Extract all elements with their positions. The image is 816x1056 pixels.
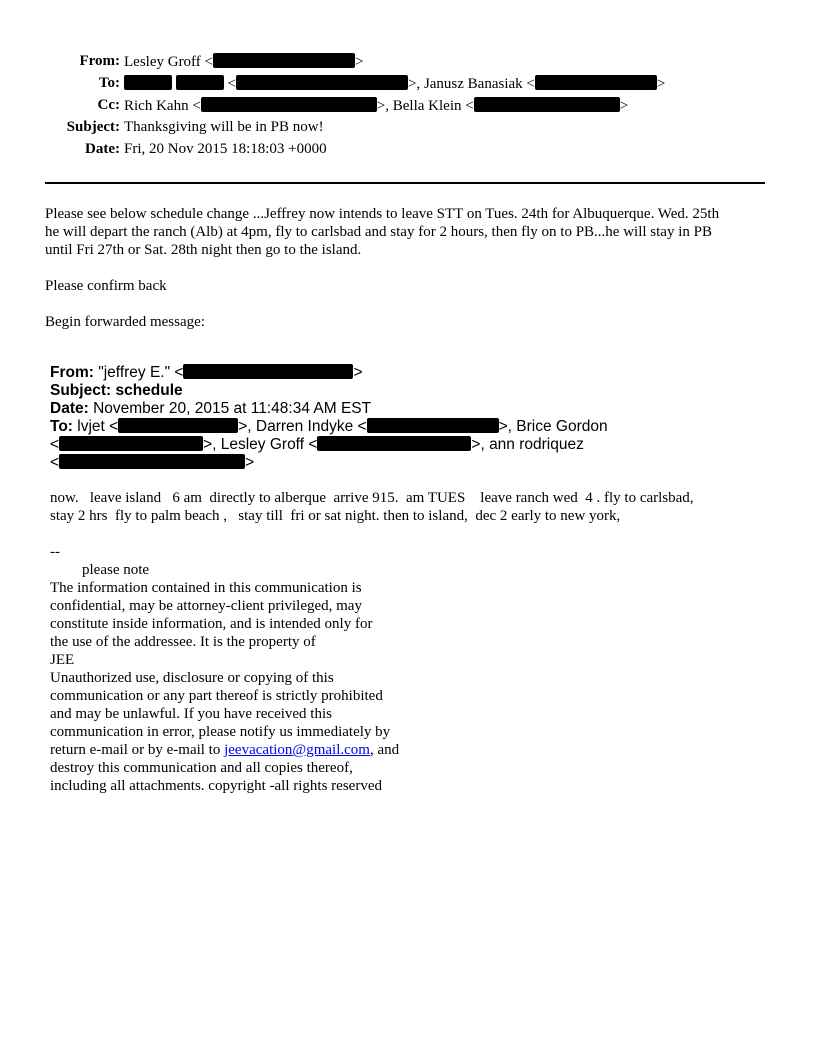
body-line: until Fri 27th or Sat. 28th night then go to the island. — [45, 242, 362, 258]
fwd-to-row: To: lvjet < >, Darren Indyke < >, Brice Gordon — [50, 418, 608, 435]
fwd-subject-label: Subject: — [50, 382, 112, 399]
signature-line: destroy this communication and all copies thereof, — [50, 760, 353, 776]
header-date-value: Fri, 20 Nov 2015 18:18:03 +0000 — [124, 141, 327, 157]
redaction-block — [317, 436, 471, 451]
signature-return-suffix: , and — [369, 742, 400, 758]
fwd-to4: Lesley Groff — [220, 436, 305, 453]
redaction-block — [535, 75, 657, 90]
header-cc-row — [0, 97, 816, 117]
fwd-to-label: To: — [50, 418, 73, 435]
header-to-value: < >, Janusz Banasiak < > — [124, 75, 665, 93]
redaction-block — [201, 97, 377, 112]
fwd-from-name: "jeffrey E." — [98, 364, 171, 381]
signature-line: communication or any part thereof is strictly prohibited — [50, 688, 383, 704]
signature-line: Unauthorized use, disclosure or copying of this — [50, 670, 334, 686]
header-from-label: From: — [79, 53, 120, 69]
fwd-from-label: From: — [50, 364, 94, 381]
redaction-block — [118, 418, 238, 433]
header-subject-value: Thanksgiving will be in PB now! — [124, 119, 324, 135]
message-body — [45, 205, 775, 259]
fwd-from-row: From: "jeffrey E." < > — [50, 364, 363, 381]
fwd-subject-row — [50, 382, 183, 400]
signature-line: and may be unlawful. If you have received this — [50, 706, 332, 722]
header-date-row — [0, 141, 816, 161]
redaction-block — [124, 75, 172, 90]
signature-line: the use of the addressee. It is the property of — [50, 634, 316, 650]
confirm-line: Please confirm back — [45, 278, 167, 294]
redaction-block — [176, 75, 224, 90]
header-cc-value: Rich Kahn < >, Bella Klein < > — [124, 98, 629, 114]
fwd-to2: Darren Indyke — [255, 418, 354, 435]
header-to-name2: Janusz Banasiak — [423, 76, 523, 92]
fwd-date-value: November 20, 2015 at 11:48:34 AM EST — [93, 400, 372, 417]
redaction-block — [474, 97, 620, 112]
redaction-block — [59, 454, 245, 469]
fwd-body-line: stay 2 hrs fly to palm beach , stay till fri or sat night. then to island, dec 2 early to new york, — [50, 508, 621, 524]
body-line: he will depart the ranch (Alb) at 4pm, fly to carlsbad and stay for 2 hours, then fly on to PB...he will stay in PB — [45, 224, 712, 240]
header-cc-label: Cc: — [97, 97, 120, 113]
header-subject-row — [0, 119, 816, 139]
redaction-block — [183, 364, 353, 379]
fwd-body-line: now. leave island 6 am directly to alberque arrive 915. am TUES leave ranch wed 4 . fly to carlsbad, — [50, 490, 694, 506]
fwd-date-label: Date: — [50, 400, 89, 417]
header-divider — [45, 182, 765, 184]
fwd-to-row-cont2: < > — [50, 454, 255, 471]
header-to-row — [0, 75, 816, 95]
signature-line: JEE — [50, 652, 75, 668]
redaction-block — [213, 53, 355, 68]
begin-forwarded-line: Begin forwarded message: — [45, 314, 205, 330]
body-line: Please see below schedule change ...Jeffrey now intends to leave STT on Tues. 24th for Albuquerque. Wed. 25th — [45, 206, 720, 222]
fwd-subject-value: schedule — [115, 382, 183, 399]
signature-note: please note — [82, 562, 150, 578]
header-cc-name1: Rich Kahn — [124, 98, 189, 114]
email-link[interactable]: jeevacation@gmail.com — [224, 742, 370, 758]
signature-dashes: -- — [50, 544, 60, 560]
header-cc-name2: Bella Klein — [392, 98, 462, 114]
redaction-block — [236, 75, 408, 90]
header-from-name: Lesley Groff — [124, 54, 201, 70]
fwd-to5: ann rodriquez — [489, 436, 584, 453]
fwd-date-row — [50, 400, 371, 418]
fwd-to-row-cont: < >, Lesley Groff < >, ann rodriquez — [50, 436, 584, 453]
header-to-label: To: — [98, 75, 120, 91]
signature-email-line — [50, 742, 399, 759]
signature-line: confidential, may be attorney-client privileged, may — [50, 598, 362, 614]
fwd-to1: lvjet — [77, 418, 105, 435]
signature-line: including all attachments. copyright -all rights reserved — [50, 778, 382, 794]
header-from-value: Lesley Groff < > — [124, 54, 364, 70]
header-date-label: Date: — [85, 141, 120, 157]
fwd-to3: Brice Gordon — [516, 418, 608, 435]
signature-line: The information contained in this communication is — [50, 580, 362, 596]
redaction-block — [367, 418, 499, 433]
signature-line: communication in error, please notify us immediately by — [50, 724, 391, 740]
signature-return-prefix: return e-mail or by e-mail to — [50, 742, 225, 758]
header-subject-label: Subject: — [66, 119, 120, 135]
redaction-block — [59, 436, 203, 451]
header-from-row — [0, 53, 816, 73]
signature-line: constitute inside information, and is intended only for — [50, 616, 373, 632]
